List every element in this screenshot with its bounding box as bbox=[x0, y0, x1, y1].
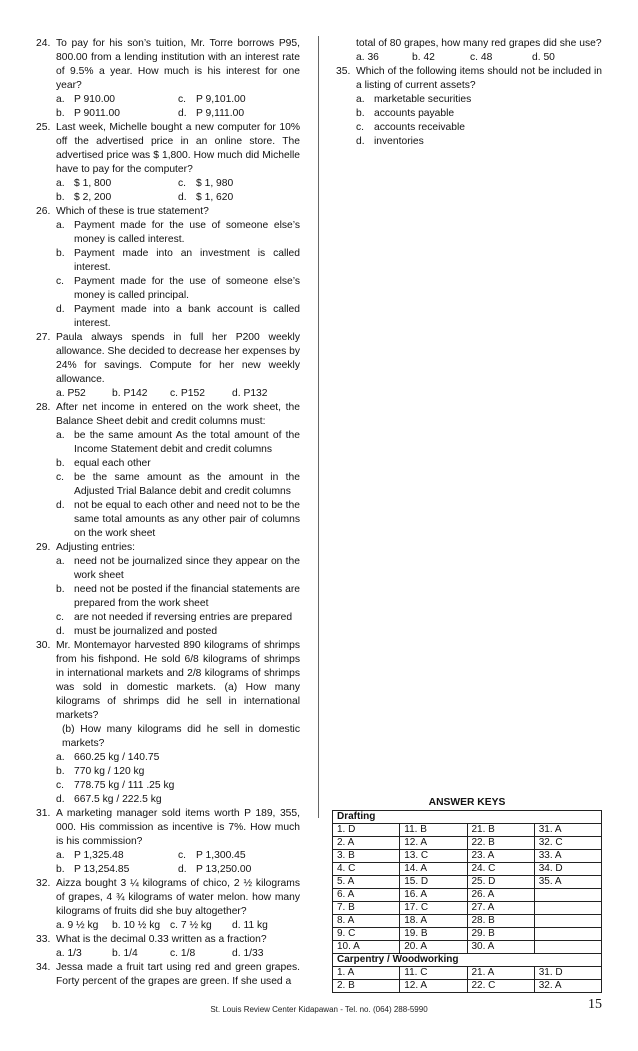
inline-options bbox=[56, 947, 300, 961]
option-letter: b. bbox=[56, 248, 65, 259]
key-cell bbox=[534, 941, 601, 954]
key-cell: 7. B bbox=[333, 902, 400, 915]
question-number: 26. bbox=[36, 206, 51, 217]
answer-option: c. P152 bbox=[170, 388, 205, 399]
answer-option bbox=[356, 135, 602, 149]
question-text: Jessa made a fruit tart using red and green grapes. Forty percent of the grapes are green. If she used a bbox=[56, 962, 300, 987]
answer-option bbox=[56, 625, 300, 639]
key-cell: 33. A bbox=[534, 850, 601, 863]
option-letter: a. bbox=[56, 220, 65, 231]
inline-options bbox=[56, 919, 300, 933]
answer-option: b. 1/4 bbox=[112, 948, 138, 959]
answer-option: c. 7 ½ kg bbox=[170, 920, 212, 931]
option-letter: d. bbox=[178, 192, 187, 203]
key-cell: 15. D bbox=[400, 876, 467, 889]
question-text: Paula always spends in full her P200 weekly allowance. She decided to decrease her expenses by 24% for savings. Compute for her new weekly allowance. bbox=[56, 332, 300, 385]
key-cell: 6. A bbox=[333, 889, 400, 902]
key-cell: 1. D bbox=[333, 824, 400, 837]
key-cell: 28. B bbox=[467, 915, 534, 928]
option-text: $ 1, 980 bbox=[196, 178, 234, 189]
option-letter: b. bbox=[56, 584, 65, 595]
question-item bbox=[36, 961, 300, 989]
answer-option bbox=[56, 191, 178, 205]
option-letter: d. bbox=[178, 108, 187, 119]
option-letter: a. bbox=[356, 94, 365, 105]
key-section-name: Carpentry / Woodworking bbox=[333, 954, 602, 967]
question-item bbox=[36, 401, 300, 541]
question-text: Aizza bought 3 ¼ kilograms of chico, 2 ½ kilograms of grapes, 4 ¾ kilograms of water melon. how many kilograms of fruits did she buy altogether? bbox=[56, 878, 300, 917]
question-number: 29. bbox=[36, 542, 51, 553]
answer-option bbox=[56, 471, 300, 499]
key-cell: 29. B bbox=[467, 928, 534, 941]
key-row bbox=[333, 876, 602, 889]
question-item bbox=[36, 37, 300, 121]
option-letter: c. bbox=[178, 178, 187, 189]
question-item bbox=[36, 121, 300, 205]
option-row bbox=[56, 93, 300, 107]
option-text: P 13,250.00 bbox=[196, 864, 252, 875]
key-cell: 14. A bbox=[400, 863, 467, 876]
question-number: 31. bbox=[36, 808, 51, 819]
key-cell: 10. A bbox=[333, 941, 400, 954]
option-text: 778.75 kg / 111 .25 kg bbox=[74, 780, 175, 791]
answer-option: b. 42 bbox=[412, 52, 435, 63]
key-cell: 35. A bbox=[534, 876, 601, 889]
key-cell: 5. A bbox=[333, 876, 400, 889]
option-letter: b. bbox=[56, 766, 65, 777]
question-number: 32. bbox=[36, 878, 51, 889]
key-cell bbox=[534, 928, 601, 941]
option-text: be the same amount as the amount in the Adjusted Trial Balance debit and credit columns bbox=[74, 472, 300, 497]
key-cell: 22. B bbox=[467, 837, 534, 850]
answer-keys-table bbox=[332, 810, 602, 993]
answer-option bbox=[178, 107, 300, 121]
option-text: Payment made for the use of someone else’s money is called principal. bbox=[74, 276, 300, 301]
question-number: 27. bbox=[36, 332, 51, 343]
option-letter: a. bbox=[56, 430, 65, 441]
key-cell: 18. A bbox=[400, 915, 467, 928]
key-cell: 31. A bbox=[534, 824, 601, 837]
key-row bbox=[333, 967, 602, 980]
option-text: marketable securities bbox=[374, 94, 472, 105]
option-row bbox=[56, 863, 300, 877]
question-number: 33. bbox=[36, 934, 51, 945]
answer-option: a. P52 bbox=[56, 388, 86, 399]
question-number: 25. bbox=[36, 122, 51, 133]
answer-option bbox=[56, 751, 300, 765]
answer-option: b. 10 ½ kg bbox=[112, 920, 161, 931]
answer-option bbox=[178, 177, 300, 191]
question-number: 28. bbox=[36, 402, 51, 413]
option-letter: d. bbox=[56, 500, 65, 511]
question-number: 35. bbox=[336, 66, 351, 77]
answer-option: d. 50 bbox=[532, 52, 555, 63]
answer-option bbox=[56, 583, 300, 611]
option-text: P 9,111.00 bbox=[196, 108, 245, 119]
answer-option: a. 9 ½ kg bbox=[56, 920, 99, 931]
question-item bbox=[36, 877, 300, 933]
option-text: P 13,254.85 bbox=[74, 864, 130, 875]
key-cell: 32. C bbox=[534, 837, 601, 850]
key-cell: 34. D bbox=[534, 863, 601, 876]
option-letter: c. bbox=[56, 780, 65, 791]
key-row bbox=[333, 915, 602, 928]
answer-option: d. P132 bbox=[232, 388, 268, 399]
key-section-row bbox=[333, 954, 602, 967]
option-text: 660.25 kg / 140.75 bbox=[74, 752, 160, 763]
option-row bbox=[56, 107, 300, 121]
option-text: are not needed if reversing entries are prepared bbox=[74, 612, 293, 623]
answer-option: d. 11 kg bbox=[232, 920, 268, 931]
option-text: P 9,101.00 bbox=[196, 94, 246, 105]
option-letter: b. bbox=[56, 864, 65, 875]
option-text: Payment made into an investment is called interest. bbox=[74, 248, 300, 273]
option-text: P 1,300.45 bbox=[196, 850, 246, 861]
option-text: be the same amount As the total amount of the Income Statement debit and credit columns bbox=[74, 430, 300, 455]
option-text: $ 1, 800 bbox=[74, 178, 112, 189]
answer-option bbox=[56, 611, 300, 625]
option-letter: d. bbox=[56, 626, 65, 637]
key-cell: 9. C bbox=[333, 928, 400, 941]
key-cell: 30. A bbox=[467, 941, 534, 954]
answer-option: c. 1/8 bbox=[170, 948, 196, 959]
option-letter: c. bbox=[56, 472, 65, 483]
option-letter: a. bbox=[56, 850, 65, 861]
key-section-name: Drafting bbox=[333, 811, 602, 824]
question-text: Which of these is true statement? bbox=[56, 206, 209, 217]
answer-option bbox=[56, 429, 300, 457]
inline-options bbox=[56, 387, 300, 401]
answer-option bbox=[56, 765, 300, 779]
option-row bbox=[56, 191, 300, 205]
answer-option bbox=[56, 499, 300, 541]
key-cell: 26. A bbox=[467, 889, 534, 902]
key-cell: 11. C bbox=[400, 967, 467, 980]
answer-option bbox=[56, 107, 178, 121]
key-cell: 12. A bbox=[400, 837, 467, 850]
key-cell: 19. B bbox=[400, 928, 467, 941]
answer-option bbox=[56, 555, 300, 583]
key-cell: 8. A bbox=[333, 915, 400, 928]
option-letter: c. bbox=[178, 850, 187, 861]
option-text: Payment made into a bank account is called interest. bbox=[74, 304, 300, 329]
option-letter: b. bbox=[356, 108, 365, 119]
answer-option bbox=[56, 863, 178, 877]
option-letter: b. bbox=[56, 108, 65, 119]
answer-option: b. P142 bbox=[112, 388, 148, 399]
key-cell: 2. A bbox=[333, 837, 400, 850]
key-section-row bbox=[333, 811, 602, 824]
key-row bbox=[333, 863, 602, 876]
option-text: 667.5 kg / 222.5 kg bbox=[74, 794, 162, 805]
key-cell: 4. C bbox=[333, 863, 400, 876]
question-text: Mr. Montemayor harvested 890 kilograms of shrimps from his fishpond. He sold 6/8 kilograms of shrimps in international markets and 2/8 kilograms of shrimps was sold in domestic markets. (a) How many kilograms of shrimps did he sell in international markets? bbox=[56, 640, 300, 721]
key-cell: 3. B bbox=[333, 850, 400, 863]
key-cell: 1. A bbox=[333, 967, 400, 980]
key-cell: 12. A bbox=[400, 980, 467, 993]
option-text: P 910.00 bbox=[74, 94, 116, 105]
answer-option bbox=[178, 93, 300, 107]
option-letter: a. bbox=[56, 752, 65, 763]
question-text: After net income in entered on the work sheet, the Balance Sheet debit and credit columns must: bbox=[56, 402, 300, 427]
question-text: What is the decimal 0.33 written as a fraction? bbox=[56, 934, 267, 945]
key-cell bbox=[534, 915, 601, 928]
question-item bbox=[36, 807, 300, 877]
question-text: total of 80 grapes, how many red grapes did she use? bbox=[356, 38, 602, 49]
answer-option bbox=[178, 849, 300, 863]
option-letter: c. bbox=[56, 612, 65, 623]
option-text: need not be journalized since they appear on the work sheet bbox=[74, 556, 300, 581]
answer-option bbox=[56, 275, 300, 303]
answer-option bbox=[56, 303, 300, 331]
page-number: 15 bbox=[588, 997, 602, 1012]
question-text: Last week, Michelle bought a new computer for 10% off the advertised price in an online store. The advertised price was $ 1,800. How much did Michelle have to pay for the computer? bbox=[56, 122, 300, 175]
key-cell: 25. D bbox=[467, 876, 534, 889]
key-cell bbox=[534, 889, 601, 902]
option-text: 770 kg / 120 kg bbox=[74, 766, 145, 777]
key-cell: 31. D bbox=[534, 967, 601, 980]
question-number: 24. bbox=[36, 38, 51, 49]
option-letter: a. bbox=[56, 178, 65, 189]
option-text: not be equal to each other and need not to be the same total amounts as any other pair of columns on the work sheet bbox=[74, 500, 300, 539]
key-cell: 16. A bbox=[400, 889, 467, 902]
question-item bbox=[36, 639, 300, 807]
key-row bbox=[333, 837, 602, 850]
answer-option bbox=[56, 219, 300, 247]
key-cell: 27. A bbox=[467, 902, 534, 915]
answer-option: a. 1/3 bbox=[56, 948, 82, 959]
question-text: To pay for his son’s tuition, Mr. Torre borrows P95, 800.00 from a lending institution with an interest rate of 9.5% a year. How much is his interest for one year? bbox=[56, 38, 300, 91]
answer-option: a. 36 bbox=[356, 52, 379, 63]
key-cell: 13. C bbox=[400, 850, 467, 863]
option-letter: b. bbox=[56, 458, 65, 469]
option-text: need not be posted if the financial statements are prepared from the work sheet bbox=[74, 584, 300, 609]
answer-option bbox=[56, 793, 300, 807]
left-column bbox=[36, 37, 300, 989]
answer-option bbox=[178, 191, 300, 205]
option-text: accounts receivable bbox=[374, 122, 466, 133]
key-row bbox=[333, 928, 602, 941]
option-letter: d. bbox=[56, 304, 65, 315]
answer-option bbox=[56, 457, 300, 471]
key-row bbox=[333, 941, 602, 954]
question-item bbox=[36, 331, 300, 401]
option-row bbox=[56, 849, 300, 863]
answer-option bbox=[56, 177, 178, 191]
answer-option: d. 1/33 bbox=[232, 948, 264, 959]
answer-keys-title: ANSWER KEYS bbox=[428, 797, 506, 808]
key-cell bbox=[534, 902, 601, 915]
option-text: P 9011.00 bbox=[74, 108, 120, 119]
answer-option bbox=[56, 779, 300, 793]
option-letter: c. bbox=[356, 122, 365, 133]
answer-option bbox=[56, 247, 300, 275]
key-cell: 20. A bbox=[400, 941, 467, 954]
key-cell: 11. B bbox=[400, 824, 467, 837]
key-cell: 32. A bbox=[534, 980, 601, 993]
key-cell: 22. C bbox=[467, 980, 534, 993]
question-item bbox=[36, 541, 300, 639]
answer-option bbox=[356, 93, 602, 107]
key-cell: 2. B bbox=[333, 980, 400, 993]
option-text: equal each other bbox=[74, 458, 151, 469]
answer-option bbox=[356, 121, 602, 135]
answer-option bbox=[356, 107, 602, 121]
option-letter: d. bbox=[56, 794, 65, 805]
question-number: 30. bbox=[36, 640, 51, 651]
option-text: must be journalized and posted bbox=[74, 626, 218, 637]
option-letter: a. bbox=[56, 94, 65, 105]
answer-option: c. 48 bbox=[470, 52, 493, 63]
key-cell: 21. A bbox=[467, 967, 534, 980]
inline-options bbox=[356, 51, 602, 65]
option-row bbox=[56, 177, 300, 191]
question-text: Which of the following items should not be included in a listing of current assets? bbox=[356, 66, 602, 91]
answer-option bbox=[56, 93, 178, 107]
option-letter: c. bbox=[56, 276, 65, 287]
key-cell: 17. C bbox=[400, 902, 467, 915]
page-footer: St. Louis Review Center Kidapawan - Tel. no. (064) 288-5990 bbox=[210, 1005, 428, 1014]
option-text: accounts payable bbox=[374, 108, 455, 119]
option-letter: d. bbox=[178, 864, 187, 875]
option-text: inventories bbox=[374, 136, 424, 147]
answer-option bbox=[178, 863, 300, 877]
key-row bbox=[333, 980, 602, 993]
question-item bbox=[336, 65, 602, 149]
question-text: A marketing manager sold items worth P 189, 355, 000. His commission as incentive is 7%. How much is his commission? bbox=[56, 808, 300, 847]
question-item bbox=[336, 37, 602, 65]
answer-keys bbox=[332, 796, 602, 993]
column-divider bbox=[318, 36, 319, 818]
option-text: $ 2, 200 bbox=[74, 192, 112, 203]
question-item bbox=[36, 933, 300, 961]
key-row bbox=[333, 824, 602, 837]
question-subtext: (b) How many kilograms did he sell in domestic markets? bbox=[62, 724, 300, 749]
key-cell: 21. B bbox=[467, 824, 534, 837]
key-cell: 23. A bbox=[467, 850, 534, 863]
option-text: Payment made for the use of someone else’s money is called interest. bbox=[74, 220, 300, 245]
option-letter: a. bbox=[56, 556, 65, 567]
right-column bbox=[336, 37, 602, 149]
answer-option bbox=[56, 849, 178, 863]
key-row bbox=[333, 889, 602, 902]
question-item bbox=[36, 205, 300, 331]
option-letter: d. bbox=[356, 136, 365, 147]
key-row bbox=[333, 850, 602, 863]
key-row bbox=[333, 902, 602, 915]
option-text: P 1,325.48 bbox=[74, 850, 124, 861]
key-cell: 24. C bbox=[467, 863, 534, 876]
option-letter: b. bbox=[56, 192, 65, 203]
question-number: 34. bbox=[36, 962, 51, 973]
question-text: Adjusting entries: bbox=[56, 542, 135, 553]
option-text: $ 1, 620 bbox=[196, 192, 234, 203]
option-letter: c. bbox=[178, 94, 187, 105]
